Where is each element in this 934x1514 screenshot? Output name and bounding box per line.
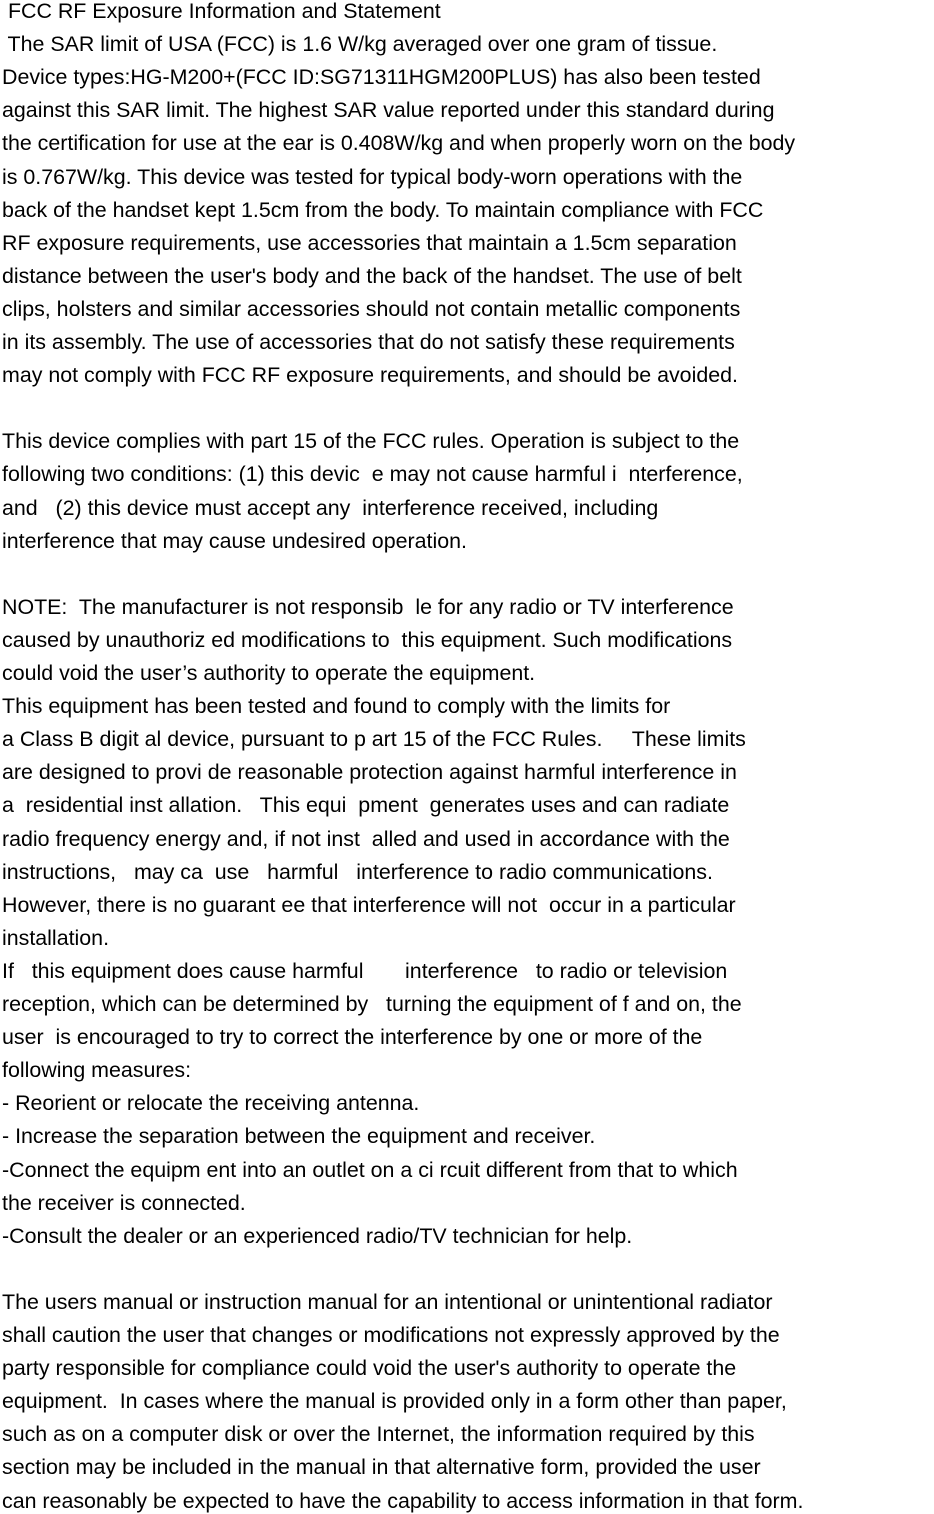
text-line: shall caution the user that changes or modifications not expressly approved by the xyxy=(2,1323,780,1347)
text-line: in its assembly. The use of accessories that do not satisfy these requirements xyxy=(2,330,735,354)
text-line: party responsible for compliance could void the user's authority to operate the xyxy=(2,1356,737,1381)
text-line: NOTE: The manufacturer is not responsib le for any radio or TV interference xyxy=(2,594,734,619)
text-line: The SAR limit of USA (FCC) is 1.6 W/kg averaged over one gram of tissue. xyxy=(2,32,718,57)
text-line: back of the handset kept 1.5cm from the body. To maintain compliance with FCC xyxy=(2,197,764,222)
text-line: section may be included in the manual in that alternative form, provided the user xyxy=(2,1455,761,1480)
text-line: a Class B digit al device, pursuant to p art 15 of the FCC Rules. These limits xyxy=(2,727,746,752)
text-line: reception, which can be determined by turning the equipment of f and on, the xyxy=(2,992,742,1016)
text-line: is 0.767W/kg. This device was tested for typical body-worn operations with the xyxy=(2,164,743,189)
text-line: are designed to provi de reasonable protection against harmful interference in xyxy=(2,760,737,785)
text-line: following measures: xyxy=(2,1058,192,1083)
text-line: instructions, may ca use harmful interference to radio communications. xyxy=(2,859,713,884)
text-line: -Consult the dealer or an experienced radio/TV technician for help. xyxy=(2,1223,633,1248)
text-line: the receiver is connected. xyxy=(2,1190,246,1215)
text-line: following two conditions: (1) this devic e may not cause harmful i nterference, xyxy=(2,462,743,487)
text-line: such as on a computer disk or over the Internet, the information required by this xyxy=(2,1422,755,1447)
text-line: the certification for use at the ear is 0.408W/kg and when properly worn on the body xyxy=(2,131,796,156)
text-line: -Connect the equipm ent into an outlet on a ci rcuit different from that to which xyxy=(2,1157,738,1182)
text-line: However, there is no guarant ee that interference will not occur in a particular xyxy=(2,892,736,917)
text-line: FCC RF Exposure Information and Statement xyxy=(2,0,441,23)
text-line: If this equipment does cause harmful interference to radio or television xyxy=(2,958,728,983)
text-line: - Increase the separation between the equipment and receiver. xyxy=(2,1124,596,1149)
text-line: Device types:HG-M200+(FCC ID:SG71311HGM200PLUS) has also been tested xyxy=(2,65,761,90)
text-line: can reasonably be expected to have the capability to access information in that form. xyxy=(2,1488,804,1513)
text-line: caused by unauthoriz ed modifications to this equipment. Such modifications xyxy=(2,627,733,652)
text-line: a residential inst allation. This equi pment generates uses and can radiate xyxy=(2,793,730,818)
text-line: equipment. In cases where the manual is provided only in a form other than paper, xyxy=(2,1389,787,1414)
text-line: This equipment has been tested and found to comply with the limits for xyxy=(2,694,671,719)
text-line: interference that may cause undesired operation. xyxy=(2,528,467,553)
text-line: - Reorient or relocate the receiving antenna. xyxy=(2,1091,420,1116)
text-line: may not comply with FCC RF exposure requirements, and should be avoided. xyxy=(2,363,738,388)
text-line: installation. xyxy=(2,925,110,950)
text-line: The users manual or instruction manual for an intentional or unintentional radiator xyxy=(2,1289,773,1314)
text-line: user is encouraged to try to correct the interference by one or more of the xyxy=(2,1025,703,1050)
text-line: and (2) this device must accept any interference received, including xyxy=(2,495,659,520)
text-line: RF exposure requirements, use accessories that maintain a 1.5cm separation xyxy=(2,230,737,255)
text-line: could void the user’s authority to operate the equipment. xyxy=(2,661,536,685)
text-line: radio frequency energy and, if not inst alled and used in accordance with the xyxy=(2,826,730,851)
text-line: This device complies with part 15 of the FCC rules. Operation is subject to the xyxy=(2,429,740,454)
text-line: against this SAR limit. The highest SAR value reported under this standard during xyxy=(2,98,775,123)
text-line: distance between the user's body and the back of the handset. The use of belt xyxy=(2,263,742,288)
text-line: clips, holsters and similar accessories should not contain metallic components xyxy=(2,296,741,321)
